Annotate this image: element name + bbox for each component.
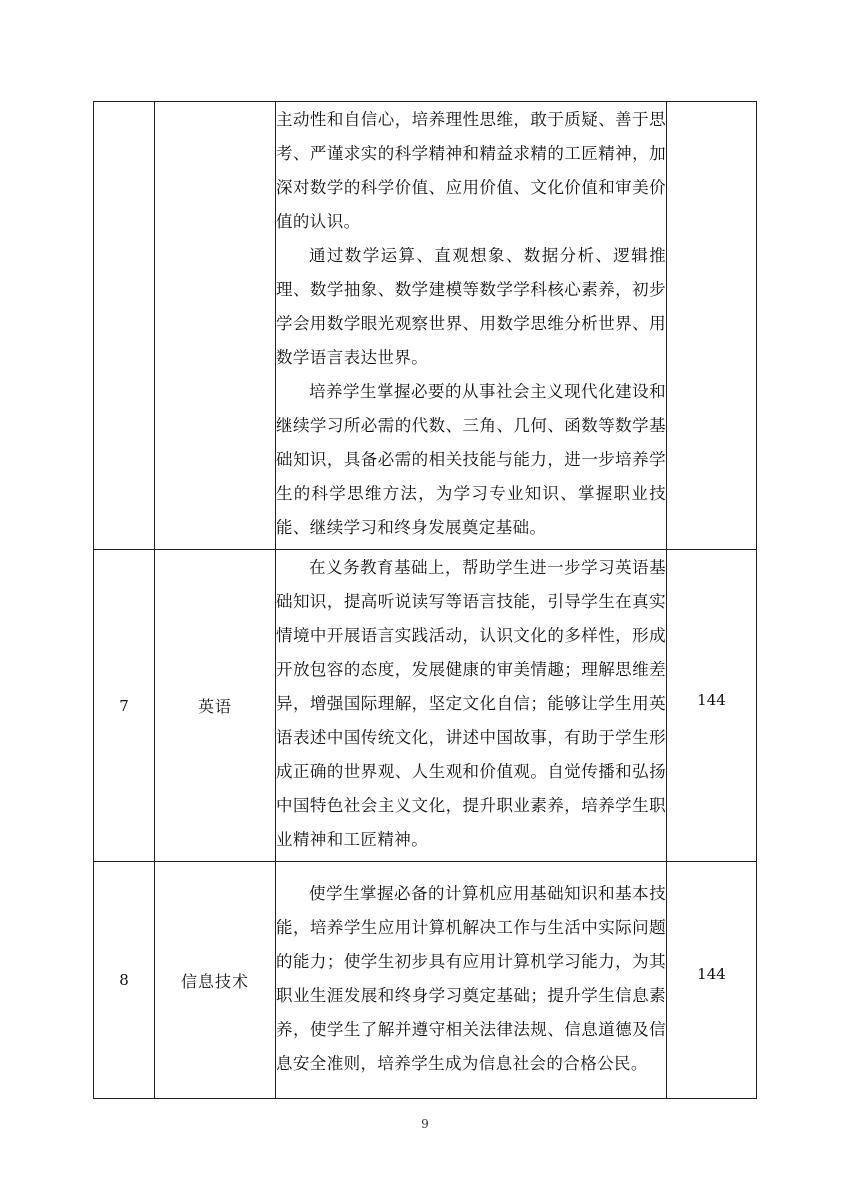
course-name-cell: 信息技术: [155, 862, 276, 1099]
page-number: 9: [421, 1117, 429, 1131]
course-name-cell: 英语: [155, 550, 276, 862]
course-number-cell: 8: [94, 862, 155, 1099]
course-number-cell: [94, 102, 155, 550]
objective-paragraph: 培养学生掌握必要的从事社会主义现代化建设和继续学习所必需的代数、三角、几何、函数等数学基础知识，具备必需的相关技能与能力，进一步培养学生的科学思维方法，为学习专业知识、掌握职业技能、继续学习和终身发展奠定基础。: [276, 382, 666, 537]
course-hours-cell: [667, 102, 757, 550]
objective-paragraph: 在义务教育基础上，帮助学生进一步学习英语基础知识，提高听说读写等语言技能，引导学生在真实情境中开展语言实践活动，认识文化的多样性，形成开放包容的态度，发展健康的审美情趣；理解思维差异，增强国际理解，坚定文化自信；能够让学生用英语表述中国传统文化，讲述中国故事，有助于学生形成正确的世界观、人生观和价值观。自觉传播和弘扬中国特色社会主义文化，提升职业素养，培养学生职业精神和工匠精神。: [276, 558, 666, 849]
course-hours-value: 144: [697, 690, 726, 709]
objective-paragraph: 主动性和自信心，培养理性思维，敢于质疑、善于思考、严谨求实的科学精神和精益求精的工匠精神，加深对数学的科学价值、应用价值、文化价值和审美价值的认识。: [276, 110, 666, 231]
table-row: [94, 862, 757, 1099]
curriculum-table: [93, 101, 757, 1099]
course-number-cell: 7: [94, 550, 155, 862]
objective-paragraph: 使学生掌握必备的计算机应用基础知识和基本技能，培养学生应用计算机解决工作与生活中实际问题的能力；使学生初步具有应用计算机学习能力，为其职业生涯发展和终身学习奠定基础；提升学生信息素养，使学生了解并遵守相关法律法规、信息道德及信息安全准则，培养学生成为信息社会的合格公民。: [276, 883, 666, 1073]
course-objectives-cell: [276, 102, 667, 550]
course-objectives-cell: [276, 550, 667, 862]
table-row: [94, 550, 757, 862]
table-row: [94, 102, 757, 550]
course-hours-value: 144: [697, 965, 726, 983]
course-hours-cell: [667, 550, 757, 862]
course-hours-cell: [667, 862, 757, 1099]
objective-paragraph: 通过数学运算、直观想象、数据分析、逻辑推理、数学抽象、数学建模等数学学科核心素养，初步学会用数学眼光观察世界、用数学思维分析世界、用数学语言表达世界。: [276, 246, 666, 367]
course-name-cell: [155, 102, 276, 550]
course-objectives-cell: [276, 862, 667, 1099]
